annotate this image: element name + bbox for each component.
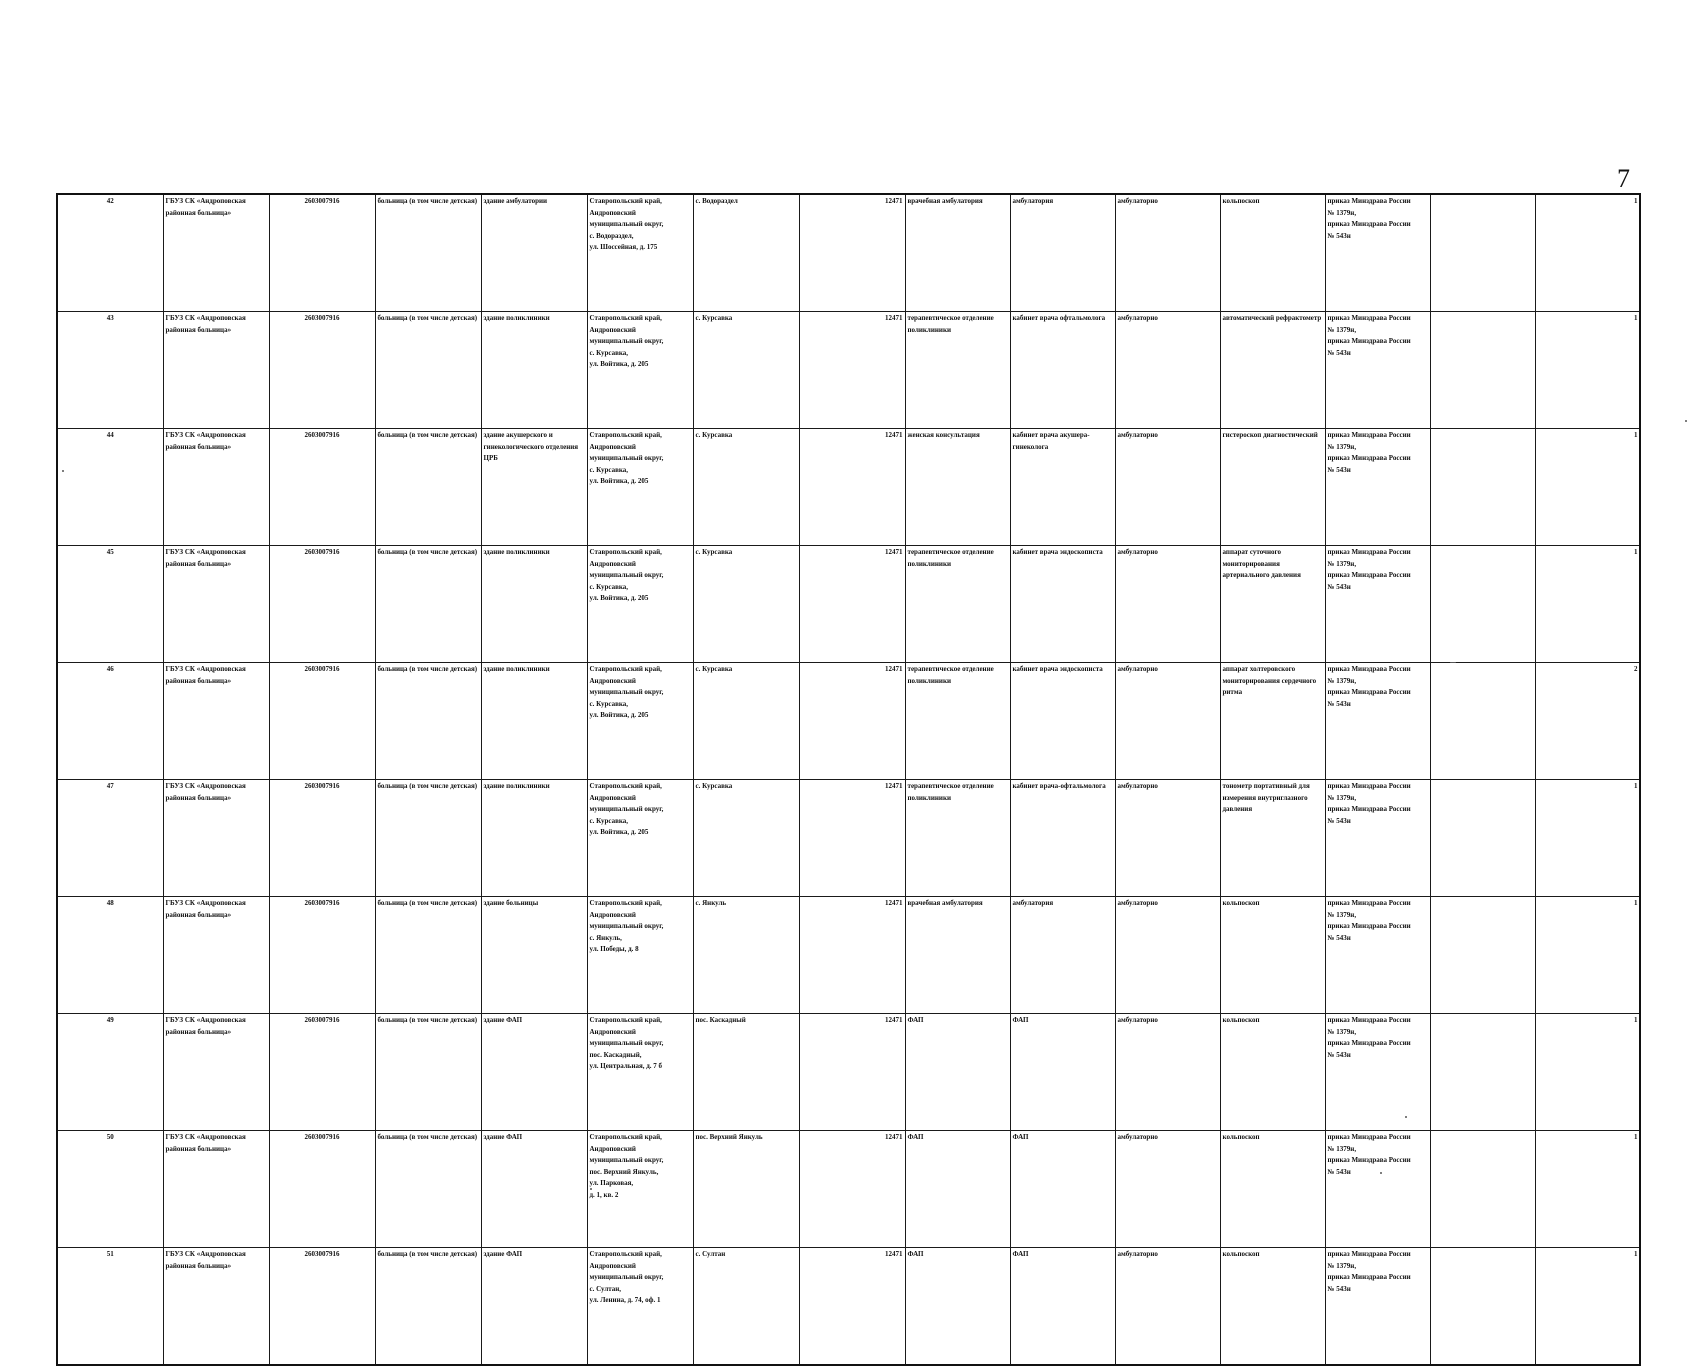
address-line: Ставропольский край, (589, 665, 662, 673)
quantity-cell: 1 (1535, 1248, 1640, 1366)
address-line: Ставропольский край, (589, 1016, 662, 1024)
document-line: приказ Минздрава России (1327, 220, 1411, 228)
condition-cell: амбулаторно (1115, 663, 1220, 780)
equipment-cell: кольпоскоп (1220, 1248, 1325, 1366)
document-line: № 1379н, (1327, 1261, 1357, 1270)
inn-cell: 2603007916 (269, 194, 375, 312)
address-line: муниципальный округ, (589, 805, 664, 813)
locality-cell: с. Курсавка (693, 312, 799, 429)
address-line: Андроповский (589, 676, 636, 685)
oktmo-cell: 12471 (799, 546, 905, 663)
address-line: Ставропольский край, (589, 1250, 662, 1258)
address-line: ул. Центральная, д. 7 б (589, 1062, 663, 1070)
scan-speck (62, 470, 64, 472)
address-cell (587, 1014, 693, 1131)
document-line: приказ Минздрава России (1327, 337, 1411, 345)
condition-cell: амбулаторно (1115, 1014, 1220, 1131)
cabinet-cell: кабинет врача акушера-гинеколога (1010, 429, 1115, 546)
document-line: приказ Минздрава России (1327, 197, 1411, 205)
document-cell (1325, 1131, 1430, 1248)
organization-name: ГБУЗ СК «Андроповская районная больница» (163, 1131, 269, 1248)
row-number: 48 (57, 897, 163, 1014)
document-cell (1325, 546, 1430, 663)
condition-cell: амбулаторно (1115, 1248, 1220, 1366)
table-row (57, 1014, 1640, 1131)
equipment-cell: кольпоскоп (1220, 194, 1325, 312)
row-number: 43 (57, 312, 163, 429)
inn-cell: 2603007916 (269, 429, 375, 546)
document-cell (1325, 1248, 1430, 1366)
condition-cell: амбулаторно (1115, 780, 1220, 897)
condition-cell: амбулаторно (1115, 1131, 1220, 1248)
equipment-registry-table (56, 193, 1641, 1366)
division-cell: ФАП (905, 1248, 1010, 1366)
facility-type: больница (в том числе детская) (375, 312, 481, 429)
document-line: № 543н (1327, 816, 1351, 825)
document-line: приказ Минздрава России (1327, 899, 1411, 907)
address-line: Андроповский (589, 1144, 636, 1153)
quantity-cell: 1 (1535, 780, 1640, 897)
address-line: Ставропольский край, (589, 314, 662, 322)
address-line: с. Водораздел, (589, 231, 634, 240)
address-line: муниципальный округ, (589, 220, 664, 228)
facility-type: больница (в том числе детская) (375, 546, 481, 663)
empty-cell (1430, 897, 1535, 1014)
document-cell (1325, 1014, 1430, 1131)
equipment-cell: автоматический рефрактометр (1220, 312, 1325, 429)
cabinet-cell: кабинет врача-офтальмолога (1010, 780, 1115, 897)
document-line: приказ Минздрава России (1327, 688, 1411, 696)
table-row (57, 897, 1640, 1014)
cabinet-cell: ФАП (1010, 1014, 1115, 1131)
row-number: 44 (57, 429, 163, 546)
document-line: № 543н (1327, 933, 1351, 942)
address-line: муниципальный округ, (589, 1039, 664, 1047)
cabinet-cell: кабинет врача эндоскописта (1010, 546, 1115, 663)
address-line: Андроповский (589, 1027, 636, 1036)
division-cell: ФАП (905, 1131, 1010, 1248)
address-line: Андроповский (589, 559, 636, 568)
facility-type: больница (в том числе детская) (375, 780, 481, 897)
table-row (57, 780, 1640, 897)
address-line: с. Янкуль, (589, 933, 622, 942)
inn-cell: 2603007916 (269, 780, 375, 897)
quantity-cell: 1 (1535, 897, 1640, 1014)
cabinet-cell: амбулатория (1010, 897, 1115, 1014)
document-cell (1325, 663, 1430, 780)
address-line: с. Султан, (589, 1284, 622, 1293)
scan-speck (590, 1188, 592, 1190)
address-line: с. Курсавка, (589, 348, 629, 357)
empty-cell (1430, 663, 1535, 780)
oktmo-cell: 12471 (799, 897, 905, 1014)
document-cell (1325, 312, 1430, 429)
division-cell: терапевтическое отделение поликлиники (905, 546, 1010, 663)
document-line: № 1379н, (1327, 208, 1357, 217)
cabinet-cell: кабинет врача эндоскописта (1010, 663, 1115, 780)
building-name: здание поликлиники (481, 546, 587, 663)
cabinet-cell: ФАП (1010, 1248, 1115, 1366)
equipment-cell: аппарат суточного мониторирования артериального давления (1220, 546, 1325, 663)
document-line: приказ Минздрава России (1327, 1016, 1411, 1024)
address-line: Ставропольский край, (589, 899, 662, 907)
document-line: приказ Минздрава России (1327, 1250, 1411, 1258)
document-cell (1325, 194, 1430, 312)
document-cell (1325, 429, 1430, 546)
document-line: приказ Минздрава России (1327, 1133, 1411, 1141)
condition-cell: амбулаторно (1115, 194, 1220, 312)
row-number: 50 (57, 1131, 163, 1248)
address-line: ул. Войтика, д. 205 (589, 594, 649, 602)
address-line: пос. Верхний Янкуль, (589, 1167, 659, 1176)
document-line: № 543н (1327, 231, 1351, 240)
empty-cell (1430, 194, 1535, 312)
facility-type: больница (в том числе детская) (375, 194, 481, 312)
building-name: здание ФАП (481, 1131, 587, 1248)
document-line: приказ Минздрава России (1327, 805, 1411, 813)
equipment-cell: аппарат холтеровского мониторирования сердечного ритма (1220, 663, 1325, 780)
equipment-cell: кольпоскоп (1220, 1131, 1325, 1248)
oktmo-cell: 12471 (799, 1131, 905, 1248)
document-line: № 1379н, (1327, 1027, 1357, 1036)
facility-type: больница (в том числе детская) (375, 429, 481, 546)
address-line: Андроповский (589, 325, 636, 334)
division-cell: терапевтическое отделение поликлиники (905, 663, 1010, 780)
address-line: муниципальный округ, (589, 337, 664, 345)
building-name: здание поликлиники (481, 780, 587, 897)
equipment-cell: кольпоскоп (1220, 897, 1325, 1014)
address-line: ул. Войтика, д. 205 (589, 828, 649, 836)
document-line: № 1379н, (1327, 559, 1357, 568)
address-line: Андроповский (589, 208, 636, 217)
cabinet-cell: кабинет врача офтальмолога (1010, 312, 1115, 429)
document-line: приказ Минздрава России (1327, 431, 1411, 439)
address-line: ул. Войтика, д. 205 (589, 360, 649, 368)
document-line: приказ Минздрава России (1327, 665, 1411, 673)
address-cell (587, 429, 693, 546)
empty-cell (1430, 1131, 1535, 1248)
document-line: № 543н (1327, 699, 1351, 708)
page-number: 7 (1617, 164, 1630, 193)
address-line: муниципальный округ, (589, 922, 664, 930)
row-number: 45 (57, 546, 163, 663)
address-line: муниципальный округ, (589, 1156, 664, 1164)
document-cell (1325, 897, 1430, 1014)
division-cell: терапевтическое отделение поликлиники (905, 312, 1010, 429)
address-cell (587, 1248, 693, 1366)
quantity-cell: 1 (1535, 429, 1640, 546)
building-name: здание поликлиники (481, 663, 587, 780)
row-number: 46 (57, 663, 163, 780)
row-number: 51 (57, 1248, 163, 1366)
locality-cell: с. Курсавка (693, 780, 799, 897)
document-line: приказ Минздрава России (1327, 1039, 1411, 1047)
organization-name: ГБУЗ СК «Андроповская районная больница» (163, 312, 269, 429)
empty-cell (1430, 1248, 1535, 1366)
building-name: здание ФАП (481, 1248, 587, 1366)
condition-cell: амбулаторно (1115, 546, 1220, 663)
quantity-cell: 2 (1535, 663, 1640, 780)
document-line: № 1379н, (1327, 793, 1357, 802)
oktmo-cell: 12471 (799, 429, 905, 546)
equipment-cell: тонометр портативный для измерения внутриглазного давления (1220, 780, 1325, 897)
document-line: № 543н (1327, 465, 1351, 474)
cabinet-cell: амбулатория (1010, 194, 1115, 312)
organization-name: ГБУЗ СК «Андроповская районная больница» (163, 546, 269, 663)
table-row (57, 312, 1640, 429)
division-cell: ФАП (905, 1014, 1010, 1131)
document-cell (1325, 780, 1430, 897)
document-line: приказ Минздрава России (1327, 782, 1411, 790)
document-line: приказ Минздрава России (1327, 922, 1411, 930)
document-line: № 543н (1327, 1050, 1351, 1059)
address-cell (587, 546, 693, 663)
document-line: приказ Минздрава России (1327, 454, 1411, 462)
locality-cell: с. Султан (693, 1248, 799, 1366)
table-row (57, 1131, 1640, 1248)
address-line: муниципальный округ, (589, 571, 664, 579)
empty-cell (1430, 1014, 1535, 1131)
address-line: Ставропольский край, (589, 197, 662, 205)
table-row (57, 429, 1640, 546)
address-line: с. Курсавка, (589, 465, 629, 474)
address-line: Андроповский (589, 910, 636, 919)
document-line: приказ Минздрава России (1327, 571, 1411, 579)
quantity-cell: 1 (1535, 312, 1640, 429)
division-cell: врачебная амбулатория (905, 897, 1010, 1014)
empty-cell (1430, 429, 1535, 546)
locality-cell: с. Курсавка (693, 663, 799, 780)
document-line: № 1379н, (1327, 325, 1357, 334)
address-cell (587, 897, 693, 1014)
organization-name: ГБУЗ СК «Андроповская районная больница» (163, 429, 269, 546)
oktmo-cell: 12471 (799, 194, 905, 312)
quantity-cell: 1 (1535, 1131, 1640, 1248)
address-cell (587, 312, 693, 429)
address-line: Ставропольский край, (589, 431, 662, 439)
inn-cell: 2603007916 (269, 897, 375, 1014)
scan-speck (1450, 662, 1456, 663)
division-cell: терапевтическое отделение поликлиники (905, 780, 1010, 897)
quantity-cell: 1 (1535, 194, 1640, 312)
document-line: № 1379н, (1327, 676, 1357, 685)
facility-type: больница (в том числе детская) (375, 663, 481, 780)
locality-cell: с. Курсавка (693, 429, 799, 546)
empty-cell (1430, 780, 1535, 897)
address-line: Андроповский (589, 1261, 636, 1270)
facility-type: больница (в том числе детская) (375, 1014, 481, 1131)
row-number: 42 (57, 194, 163, 312)
equipment-cell: гистероскоп диагностический (1220, 429, 1325, 546)
locality-cell: с. Водораздел (693, 194, 799, 312)
quantity-cell: 1 (1535, 546, 1640, 663)
oktmo-cell: 12471 (799, 312, 905, 429)
oktmo-cell: 12471 (799, 1248, 905, 1366)
address-line: ул. Войтика, д. 205 (589, 477, 649, 485)
address-line: ул. Победы, д. 8 (589, 945, 639, 953)
address-line: Ставропольский край, (589, 548, 662, 556)
address-line: муниципальный округ, (589, 454, 664, 462)
inn-cell: 2603007916 (269, 546, 375, 663)
locality-cell: пос. Каскадный (693, 1014, 799, 1131)
document-line: приказ Минздрава России (1327, 1273, 1411, 1281)
address-line: муниципальный округ, (589, 688, 664, 696)
table-body (57, 194, 1640, 1365)
address-line: д. 1, кв. 2 (589, 1190, 619, 1199)
inn-cell: 2603007916 (269, 1248, 375, 1366)
oktmo-cell: 12471 (799, 663, 905, 780)
oktmo-cell: 12471 (799, 1014, 905, 1131)
empty-cell (1430, 312, 1535, 429)
address-cell (587, 1131, 693, 1248)
equipment-cell: кольпоскоп (1220, 1014, 1325, 1131)
table-row (57, 194, 1640, 312)
address-line: ул. Войтика, д. 205 (589, 711, 649, 719)
organization-name: ГБУЗ СК «Андроповская районная больница» (163, 194, 269, 312)
address-line: с. Курсавка, (589, 582, 629, 591)
document-line: № 1379н, (1327, 1144, 1357, 1153)
inn-cell: 2603007916 (269, 663, 375, 780)
division-cell: женская консультация (905, 429, 1010, 546)
table-row (57, 1248, 1640, 1366)
organization-name: ГБУЗ СК «Андроповская районная больница» (163, 1248, 269, 1366)
address-line: ул. Ленина, д. 74, оф. 1 (589, 1296, 661, 1304)
cabinet-cell: ФАП (1010, 1131, 1115, 1248)
condition-cell: амбулаторно (1115, 312, 1220, 429)
inn-cell: 2603007916 (269, 1131, 375, 1248)
oktmo-cell: 12471 (799, 780, 905, 897)
document-line: приказ Минздрава России (1327, 314, 1411, 322)
document-line: приказ Минздрава России (1327, 1156, 1411, 1164)
row-number: 47 (57, 780, 163, 897)
address-line: с. Курсавка, (589, 699, 629, 708)
division-cell: врачебная амбулатория (905, 194, 1010, 312)
document-line: № 1379н, (1327, 910, 1357, 919)
organization-name: ГБУЗ СК «Андроповская районная больница» (163, 897, 269, 1014)
address-cell (587, 663, 693, 780)
address-line: Андроповский (589, 442, 636, 451)
scan-speck (1685, 420, 1687, 422)
document-line: № 543н (1327, 1284, 1351, 1293)
facility-type: больница (в том числе детская) (375, 1131, 481, 1248)
condition-cell: амбулаторно (1115, 429, 1220, 546)
table-row (57, 663, 1640, 780)
empty-cell (1430, 546, 1535, 663)
inn-cell: 2603007916 (269, 312, 375, 429)
row-number: 49 (57, 1014, 163, 1131)
document-line: № 543н (1327, 1167, 1351, 1176)
building-name: здание поликлиники (481, 312, 587, 429)
address-line: пос. Каскадный, (589, 1050, 642, 1059)
facility-type: больница (в том числе детская) (375, 1248, 481, 1366)
locality-cell: с. Янкуль (693, 897, 799, 1014)
address-cell (587, 194, 693, 312)
organization-name: ГБУЗ СК «Андроповская районная больница» (163, 780, 269, 897)
address-line: муниципальный округ, (589, 1273, 664, 1281)
building-name: здание акушерского и гинекологического отделения ЦРБ (481, 429, 587, 546)
building-name: здание амбулатории (481, 194, 587, 312)
address-line: с. Курсавка, (589, 816, 629, 825)
facility-type: больница (в том числе детская) (375, 897, 481, 1014)
table-row (57, 546, 1640, 663)
locality-cell: пос. Верхний Янкуль (693, 1131, 799, 1248)
address-cell (587, 780, 693, 897)
locality-cell: с. Курсавка (693, 546, 799, 663)
organization-name: ГБУЗ СК «Андроповская районная больница» (163, 663, 269, 780)
address-line: Ставропольский край, (589, 782, 662, 790)
condition-cell: амбулаторно (1115, 897, 1220, 1014)
organization-name: ГБУЗ СК «Андроповская районная больница» (163, 1014, 269, 1131)
address-line: ул. Парковая, (589, 1179, 634, 1187)
scan-speck (1405, 1116, 1407, 1118)
document-line: № 543н (1327, 582, 1351, 591)
document-line: № 543н (1327, 348, 1351, 357)
building-name: здание ФАП (481, 1014, 587, 1131)
document-line: приказ Минздрава России (1327, 548, 1411, 556)
inn-cell: 2603007916 (269, 1014, 375, 1131)
document-line: № 1379н, (1327, 442, 1357, 451)
quantity-cell: 1 (1535, 1014, 1640, 1131)
address-line: ул. Шоссейная, д. 175 (589, 243, 658, 251)
address-line: Ставропольский край, (589, 1133, 662, 1141)
address-line: Андроповский (589, 793, 636, 802)
building-name: здание больницы (481, 897, 587, 1014)
scan-speck (1380, 1172, 1382, 1174)
